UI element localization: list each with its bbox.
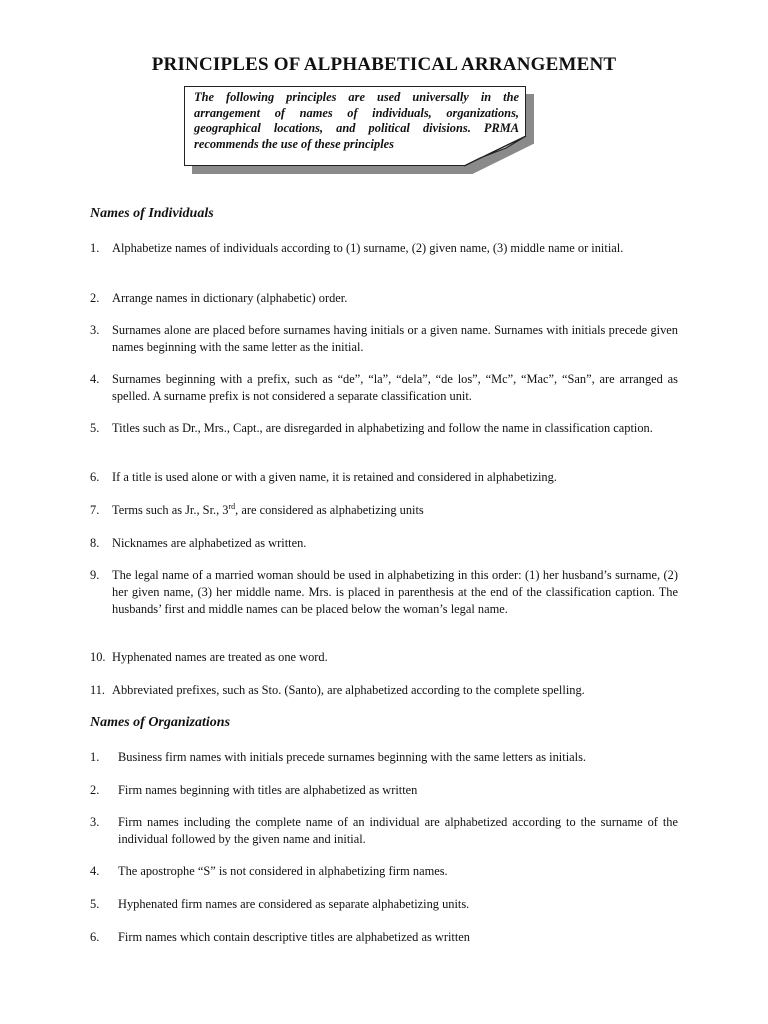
list-item xyxy=(90,567,678,618)
item-number: 9. xyxy=(90,568,100,582)
callout-note xyxy=(184,86,534,174)
list-item xyxy=(90,682,678,699)
item-number: 4. xyxy=(90,372,100,386)
section-heading-individuals: Names of Individuals xyxy=(90,206,214,221)
item-number: 7. xyxy=(90,503,100,517)
list-item xyxy=(90,290,678,307)
item-number: 6. xyxy=(90,930,100,944)
item-text: Nicknames are alphabetized as written. xyxy=(112,536,307,550)
list-item xyxy=(90,322,678,356)
item-text: If a title is used alone or with a given name, it is retained and considered in alphabetizing. xyxy=(112,470,557,484)
item-text: Surnames alone are placed before surnames having initials or a given name. Surnames with initials precede given names beginning with the same letter as the initial. xyxy=(112,323,678,354)
item-number: 1. xyxy=(90,750,100,764)
item-text: Firm names including the complete name of an individual are alphabetized according to the surname of the individual followed by the given name and initial. xyxy=(118,815,678,846)
item-number: 5. xyxy=(90,421,100,435)
item-text: Abbreviated prefixes, such as Sto. (Santo), are alphabetized according to the complete spelling. xyxy=(112,683,585,697)
item-text: Firm names beginning with titles are alphabetized as written xyxy=(118,783,418,797)
item-text: Hyphenated names are treated as one word. xyxy=(112,650,328,664)
list-item xyxy=(90,240,678,257)
item-number: 6. xyxy=(90,470,100,484)
item-text: Terms such as Jr., Sr., 3rd, are considered as alphabetizing units xyxy=(112,501,424,517)
section-heading-organizations: Names of Organizations xyxy=(90,715,231,730)
list-item xyxy=(90,929,678,946)
item-text: Firm names which contain descriptive titles are alphabetized as written xyxy=(118,930,470,944)
item-number: 2. xyxy=(90,783,100,797)
item-text: Hyphenated firm names are considered as separate alphabetizing units. xyxy=(118,897,470,911)
item-number: 3. xyxy=(90,815,100,829)
list-item xyxy=(90,749,678,766)
item-text: Arrange names in dictionary (alphabetic) order. xyxy=(112,291,348,305)
list-item xyxy=(90,863,678,880)
item-number: 11. xyxy=(90,683,106,697)
item-number: 4. xyxy=(90,864,100,878)
item-number: 3. xyxy=(90,323,100,337)
item-text: Business firm names with initials precede surnames beginning with the same letters as initials. xyxy=(118,750,586,764)
list-item xyxy=(90,782,678,799)
list-item xyxy=(90,896,678,913)
callout-text: The following principles are used universally in the arrangement of names of individuals, organizations, geographical locations, and political divisions. PRMA recommends the use of these principles xyxy=(194,90,519,151)
list-item xyxy=(90,535,678,552)
item-number: 5. xyxy=(90,897,100,911)
list-item xyxy=(90,371,678,405)
item-text: The legal name of a married woman should be used in alphabetizing in this order: (1) her husband’s surname, (2) her given name, (3) her middle name. Mrs. is placed in parenthesis at the end of the classification caption. The husbands’ first and middle names can be placed below the woman’s legal name. xyxy=(112,568,678,616)
item-text: Titles such as Dr., Mrs., Capt., are disregarded in alphabetizing and follow the name in classification caption. xyxy=(112,421,653,435)
item-number: 2. xyxy=(90,291,100,305)
list-item xyxy=(90,814,678,848)
item-text: Alphabetize names of individuals according to (1) surname, (2) given name, (3) middle name or initial. xyxy=(112,241,624,255)
item-number: 8. xyxy=(90,536,100,550)
list-item xyxy=(90,649,678,666)
item-number: 10. xyxy=(90,650,106,664)
list-item xyxy=(90,420,678,437)
item-text: The apostrophe “S” is not considered in alphabetizing firm names. xyxy=(118,864,448,878)
superscript: rd xyxy=(228,501,236,511)
item-text: Surnames beginning with a prefix, such as “de”, “la”, “dela”, “de los”, “Mc”, “Mac”, “San”, are arranged as spelled. A surname prefix is not considered a separate classification unit. xyxy=(112,372,678,403)
item-number: 1. xyxy=(90,241,100,255)
list-item xyxy=(90,502,678,519)
list-item xyxy=(90,469,678,486)
page-title: PRINCIPLES OF ALPHABETICAL ARRANGEMENT xyxy=(151,54,617,75)
